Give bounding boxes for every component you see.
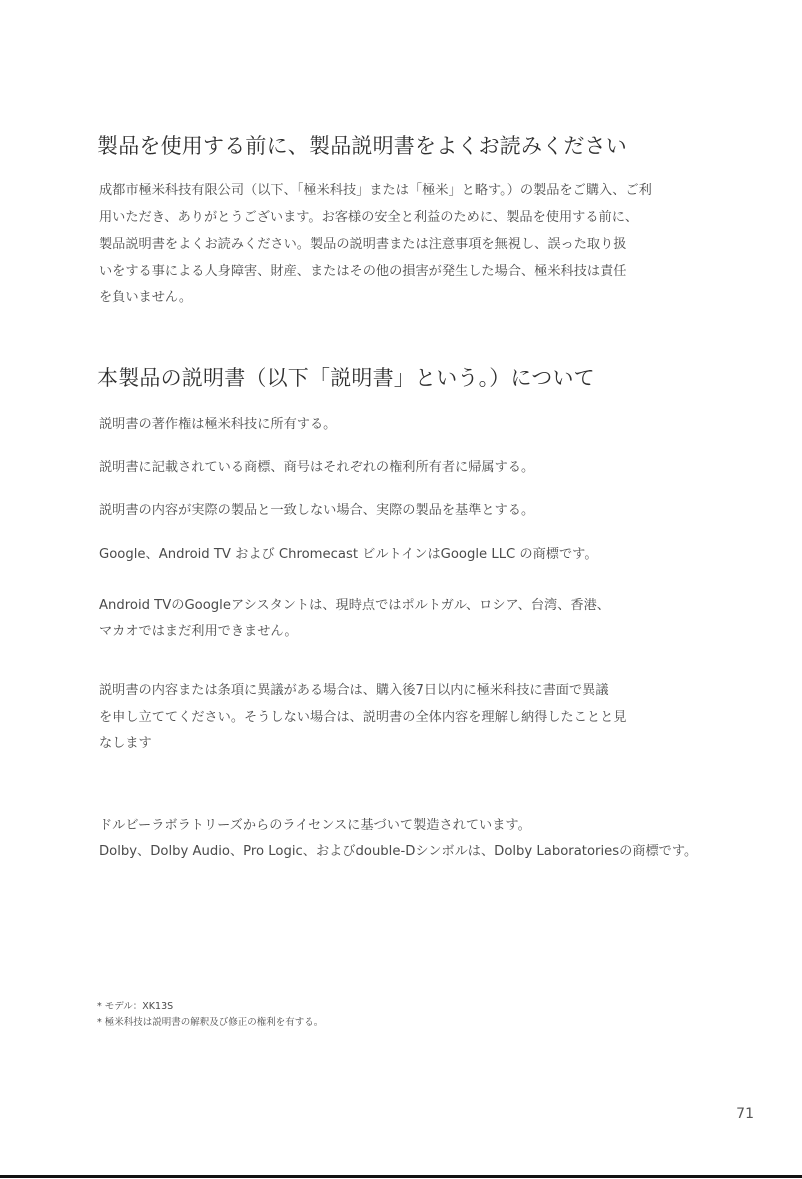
objection-line-3: なします <box>99 736 152 751</box>
product-discrepancy-paragraph: 説明書の内容が実際の製品と一致しない場合、実際の製品を基準とする。 <box>99 503 535 518</box>
assistant-availability-line-2: マカオではまだ利用できません。 <box>99 624 298 639</box>
page-number: 71 <box>736 1106 754 1122</box>
bottom-divider <box>0 1175 802 1178</box>
intro-line-5: を負いません。 <box>99 290 193 305</box>
objection-line-1: 説明書の内容または条項に異議がある場合は、購入後7日以内に極米科技に書面で異議 <box>99 683 609 698</box>
dolby-license-line: ドルビーラボラトリーズからのライセンスに基づいて製造されています。 <box>99 818 531 833</box>
google-trademark-paragraph: Google、Android TV および Chromecast ビルトインはGoogle LLC の商標です。 <box>99 547 598 562</box>
objection-line-2: を申し立ててください。そうしない場合は、説明書の全体内容を理解し納得したことと見 <box>99 710 627 725</box>
intro-line-3: 製品説明書をよくお読みください。製品の説明書または注意事項を無視し、誤った取り扱 <box>99 237 627 252</box>
section-heading-about-manual: 本製品の説明書（以下「説明書」という。）について <box>97 366 595 390</box>
trademark-ownership-paragraph: 説明書に記載されている商標、商号はそれぞれの権利所有者に帰属する。 <box>99 460 535 475</box>
copyright-paragraph: 説明書の著作権は極米科技に所有する。 <box>99 417 337 432</box>
section-heading-read-manual: 製品を使用する前に、製品説明書をよくお読みください <box>97 134 627 158</box>
intro-line-4: いをする事による人身障害、財産、またはその他の損害が発生した場合、極米科技は責任 <box>99 264 627 279</box>
footnote-interpretation-rights: * 極米科技は説明書の解釈及び修正の権利を有する。 <box>97 1017 324 1028</box>
footnote-model: * モデル：XK13S <box>97 1001 174 1012</box>
intro-line-1: 成都市極米科技有限公司（以下、「極米科技」または「極米」と略す。）の製品をご購入、ご利 <box>99 183 652 198</box>
dolby-trademark-line: Dolby、Dolby Audio、Pro Logic、およびdouble-Dシンボルは、Dolby Laboratoriesの商標です。 <box>99 844 698 859</box>
assistant-availability-line-1: Android TVのGoogleアシスタントは、現時点ではポルトガル、ロシア、台湾、香港、 <box>99 598 610 613</box>
intro-line-2: 用いただき、ありがとうございます。お客様の安全と利益のために、製品を使用する前に、 <box>99 210 639 225</box>
